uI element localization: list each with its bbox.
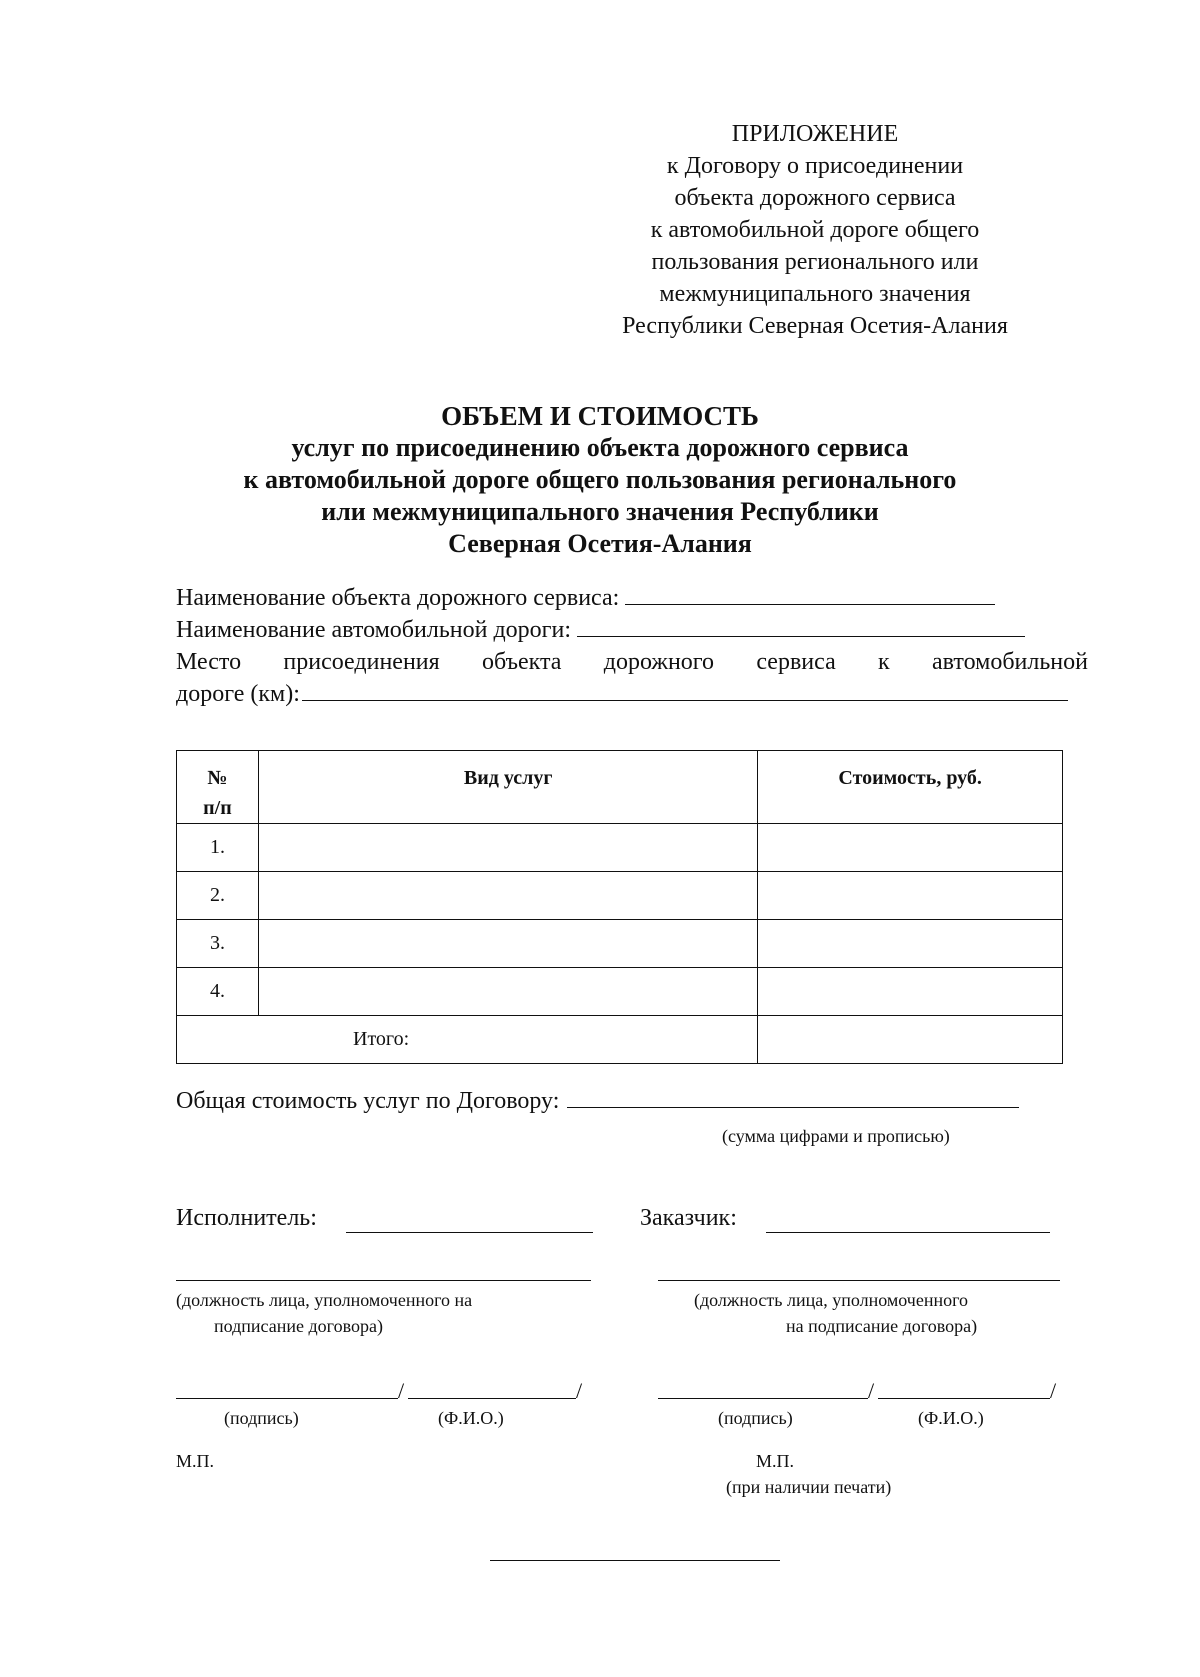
row-num: 1. bbox=[177, 824, 259, 872]
cost-cell[interactable] bbox=[758, 872, 1063, 920]
row-num: 2. bbox=[177, 872, 259, 920]
total-field[interactable] bbox=[567, 1089, 1019, 1108]
road-name-field[interactable] bbox=[577, 618, 1025, 637]
row-num: 3. bbox=[177, 920, 259, 968]
customer-fio-field[interactable] bbox=[878, 1398, 1050, 1399]
customer-field[interactable] bbox=[766, 1232, 1050, 1233]
place-row bbox=[176, 646, 1088, 678]
appendix-line: межмуниципального значения bbox=[659, 281, 971, 307]
row-num: 4. bbox=[177, 968, 259, 1016]
executor-position-field[interactable] bbox=[176, 1280, 591, 1281]
customer-position-field[interactable] bbox=[658, 1280, 1060, 1281]
customer-position-hint: (должность лица, уполномоченного bbox=[694, 1290, 969, 1310]
service-cell[interactable] bbox=[258, 920, 757, 968]
customer-stamp-hint: (при наличии печати) bbox=[726, 1477, 892, 1497]
table-row bbox=[177, 872, 1063, 920]
executor-fio-field[interactable] bbox=[408, 1398, 576, 1399]
header-num bbox=[177, 751, 259, 824]
appendix-title: ПРИЛОЖЕНИЕ bbox=[731, 121, 899, 147]
executor-sign-hint: (подпись) bbox=[224, 1408, 299, 1428]
total-label-text: Общая стоимость услуг по Договору: bbox=[176, 1088, 560, 1114]
cost-cell[interactable] bbox=[758, 968, 1063, 1016]
executor-field[interactable] bbox=[346, 1232, 593, 1233]
service-cell[interactable] bbox=[258, 968, 757, 1016]
appendix-line: к Договору о присоединении bbox=[666, 153, 964, 179]
place-word: дорожного bbox=[603, 649, 715, 675]
executor-stamp: М.П. bbox=[176, 1451, 215, 1471]
place-word: Место bbox=[176, 649, 242, 675]
services-table bbox=[176, 750, 1063, 1064]
place-cont-row bbox=[176, 678, 1088, 710]
customer-slash: / bbox=[868, 1378, 875, 1403]
table-row bbox=[177, 968, 1063, 1016]
appendix-line: к автомобильной дороге общего bbox=[650, 217, 980, 243]
header-cost: Стоимость, руб. bbox=[758, 751, 1063, 824]
road-name-row bbox=[176, 614, 1088, 646]
document-title bbox=[150, 400, 1050, 560]
executor-slash: / bbox=[398, 1378, 405, 1403]
appendix-line: Республики Северная Осетия-Алания bbox=[622, 313, 1008, 339]
bottom-divider bbox=[490, 1560, 780, 1561]
place-word: присоединения bbox=[283, 649, 440, 675]
place-field[interactable] bbox=[302, 682, 1068, 701]
appendix-line: объекта дорожного сервиса bbox=[674, 185, 956, 211]
header-service: Вид услуг bbox=[258, 751, 757, 824]
place-word: к bbox=[878, 649, 890, 675]
title-line: услуг по присоединению объекта дорожного сервиса bbox=[291, 433, 909, 462]
executor-position-hint: подписание договора) bbox=[214, 1316, 383, 1336]
executor-label: Исполнитель: bbox=[176, 1205, 317, 1231]
title-main: ОБЪЕМ И СТОИМОСТЬ bbox=[441, 401, 759, 431]
object-name-label: Наименование объекта дорожного сервиса: bbox=[176, 585, 620, 611]
object-name-row bbox=[176, 582, 1088, 614]
total-block bbox=[176, 1088, 1076, 1115]
table-row bbox=[177, 920, 1063, 968]
form-fields bbox=[176, 582, 1088, 710]
customer-stamp: М.П. bbox=[756, 1451, 795, 1471]
executor-fio-hint: (Ф.И.О.) bbox=[438, 1408, 504, 1428]
service-cell[interactable] bbox=[258, 824, 757, 872]
header-num-line2: п/п bbox=[203, 797, 232, 819]
table-header-row bbox=[177, 751, 1063, 824]
total-hint: (сумма цифрами и прописью) bbox=[722, 1126, 950, 1146]
customer-signature-field[interactable] bbox=[658, 1398, 868, 1399]
cost-cell[interactable] bbox=[758, 920, 1063, 968]
executor-signature-field[interactable] bbox=[176, 1398, 398, 1399]
appendix-line: пользования регионального или bbox=[651, 249, 979, 275]
place-cont-label: дороге (км): bbox=[176, 681, 300, 707]
customer-label: Заказчик: bbox=[640, 1205, 737, 1231]
total-cost-cell[interactable] bbox=[758, 1016, 1063, 1064]
place-word: автомобильной bbox=[932, 649, 1088, 675]
customer-position-hint: на подписание договора) bbox=[786, 1316, 978, 1336]
customer-fio-hint: (Ф.И.О.) bbox=[918, 1408, 984, 1428]
place-word: сервиса bbox=[756, 649, 836, 675]
title-line: к автомобильной дороге общего пользования регионального bbox=[243, 465, 957, 494]
place-word: объекта bbox=[481, 649, 562, 675]
road-name-label: Наименование автомобильной дороги: bbox=[176, 617, 572, 643]
title-line: Северная Осетия-Алания bbox=[448, 529, 752, 558]
customer-slash: / bbox=[1050, 1378, 1057, 1403]
customer-sign-hint: (подпись) bbox=[718, 1408, 793, 1428]
header-num-line1: № bbox=[207, 767, 228, 789]
appendix-header bbox=[600, 118, 1030, 342]
title-line: или межмуниципального значения Республики bbox=[321, 497, 879, 526]
executor-position-hint: (должность лица, уполномоченного на bbox=[176, 1290, 473, 1310]
cost-cell[interactable] bbox=[758, 824, 1063, 872]
table-total-row bbox=[177, 1016, 1063, 1064]
total-label: Итого: bbox=[177, 1016, 758, 1064]
total-row bbox=[176, 1088, 1076, 1115]
table-row bbox=[177, 824, 1063, 872]
service-cell[interactable] bbox=[258, 872, 757, 920]
object-name-field[interactable] bbox=[625, 586, 995, 605]
executor-slash: / bbox=[576, 1378, 583, 1403]
